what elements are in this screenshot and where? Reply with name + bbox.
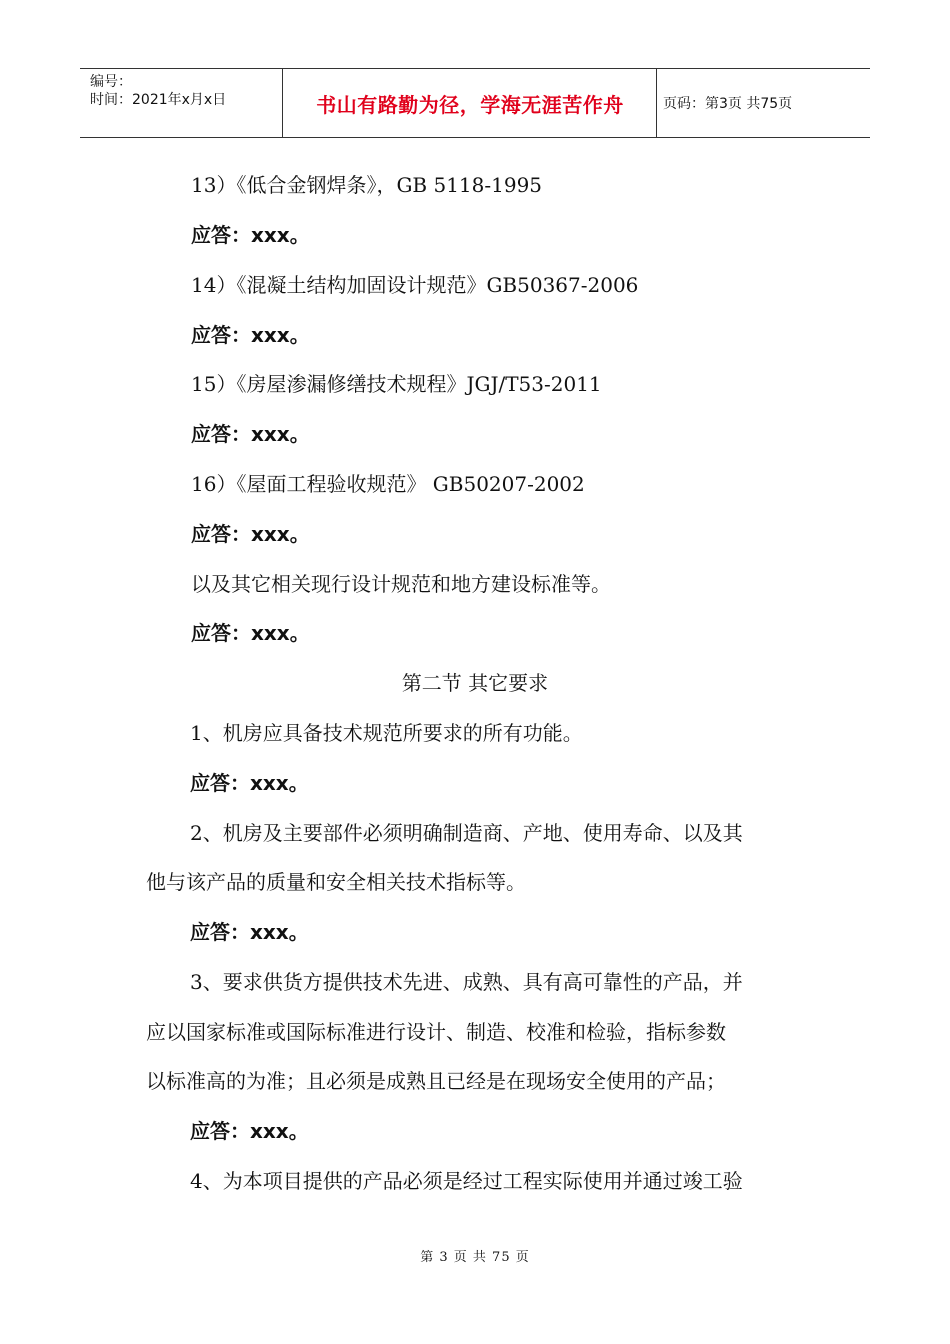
header-page-label: 页码：第3页 共75页 xyxy=(663,96,793,112)
requirement-3-line-3: 以标准高的为准；且必须是成熟且已经是在现场安全使用的产品； xyxy=(146,1069,726,1093)
requirement-2-line-1: 2、机房及主要部件必须明确制造商、产地、使用寿命、以及其 xyxy=(190,821,743,845)
answer-line: 应答：xxx。 xyxy=(191,422,310,446)
header-divider xyxy=(656,69,657,137)
answer-line: 应答：xxx。 xyxy=(190,1119,309,1143)
header-motto: 书山有路勤为径，学海无涯苦作舟 xyxy=(316,92,624,117)
page-header xyxy=(80,68,870,138)
answer-line: 应答：xxx。 xyxy=(191,323,310,347)
requirement-3-line-1: 3、要求供货方提供技术先进、成熟、具有高可靠性的产品，并 xyxy=(190,970,743,994)
requirement-4-line-1: 4、为本项目提供的产品必须是经过工程实际使用并通过竣工验 xyxy=(190,1169,743,1193)
document-date-label: 时间：2021年x月x日 xyxy=(90,92,227,108)
requirement-1: 1、机房应具备技术规范所要求的所有功能。 xyxy=(190,721,583,745)
requirement-2-line-2: 他与该产品的质量和安全相关技术指标等。 xyxy=(146,870,526,894)
standard-item-13: 13）《低合金钢焊条》，GB 5118-1995 xyxy=(191,173,543,197)
answer-line: 应答：xxx。 xyxy=(191,621,310,645)
answer-line: 应答：xxx。 xyxy=(191,522,310,546)
header-divider xyxy=(282,69,283,137)
standard-item-14: 14）《混凝土结构加固设计规范》GB50367-2006 xyxy=(191,273,639,297)
document-number-label: 编号： xyxy=(90,74,132,90)
answer-line: 应答：xxx。 xyxy=(191,223,310,247)
standard-item-16: 16）《屋面工程验收规范》 GB50207-2002 xyxy=(191,472,585,496)
other-standards-text: 以及其它相关现行设计规范和地方建设标准等。 xyxy=(191,572,611,596)
section-title: 第二节 其它要求 xyxy=(401,671,549,695)
answer-line: 应答：xxx。 xyxy=(190,771,309,795)
page-footer: 第 3 页 共 75 页 xyxy=(420,1250,530,1265)
answer-line: 应答：xxx。 xyxy=(190,920,309,944)
standard-item-15: 15）《房屋渗漏修缮技术规程》JGJ/T53-2011 xyxy=(191,372,602,396)
requirement-3-line-2: 应以国家标准或国际标准进行设计、制造、校准和检验，指标参数 xyxy=(146,1020,726,1044)
header-info xyxy=(80,69,282,137)
